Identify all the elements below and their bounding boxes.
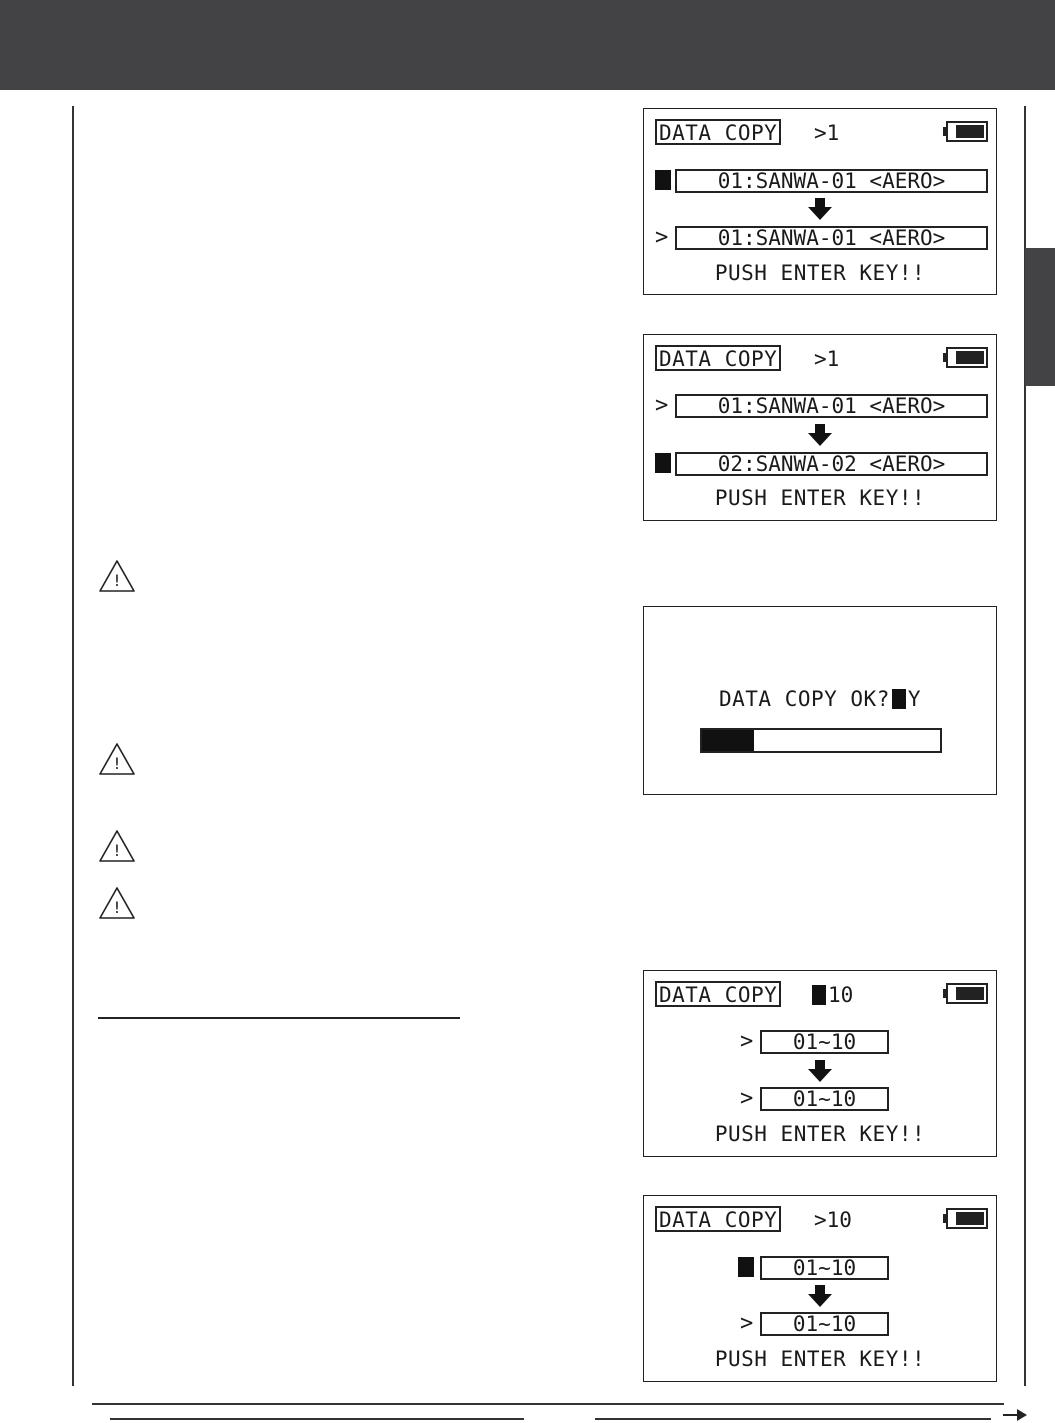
- cursor-chevron-icon: >: [740, 1311, 754, 1336]
- copy-confirm-prompt: [644, 687, 996, 711]
- source-range-field: 01~10: [760, 1256, 889, 1280]
- section-underline: [98, 1017, 460, 1019]
- source-model-field: 01:SANWA-01 <AERO>: [675, 169, 988, 193]
- warning-icon: [98, 829, 136, 863]
- confirm-question: DATA COPY OK?: [718, 687, 890, 711]
- svg-text:!: !: [113, 754, 121, 773]
- destination-model-field: 02:SANWA-02 <AERO>: [675, 452, 988, 476]
- cursor-block-icon: [655, 170, 671, 190]
- destination-range-field: 01~10: [760, 1312, 889, 1336]
- footer-rule-right: [595, 1418, 991, 1420]
- cursor-chevron-icon: >: [740, 1086, 754, 1111]
- svg-text:!: !: [113, 898, 121, 917]
- push-enter-prompt: PUSH ENTER KEY!!: [714, 1122, 926, 1146]
- lcd-title: DATA COPY: [655, 1206, 781, 1232]
- source-model-field: 01:SANWA-01 <AERO>: [675, 394, 988, 418]
- lcd-count: >1: [814, 347, 840, 371]
- lcd-count: >10: [814, 1208, 852, 1232]
- source-range-field: 01~10: [760, 1030, 889, 1054]
- cursor-block-icon: [738, 1257, 754, 1277]
- warning-icon: [98, 742, 136, 776]
- warning-icon: [98, 886, 136, 920]
- confirm-answer: Y: [907, 687, 922, 711]
- arrow-down-icon: [808, 198, 832, 220]
- battery-icon: [942, 1208, 988, 1229]
- cursor-block-icon: [655, 453, 671, 473]
- copy-progress-fill: [702, 730, 754, 751]
- lcd-screen-4: [643, 970, 997, 1157]
- svg-text:!: !: [113, 571, 121, 590]
- lcd-title: DATA COPY: [655, 119, 781, 145]
- cursor-chevron-icon: >: [655, 225, 669, 250]
- arrow-right-icon: [1003, 1408, 1027, 1422]
- cursor-chevron-icon: >: [655, 393, 669, 418]
- page-header-bar: [0, 0, 1055, 90]
- lcd-screen-5: [643, 1195, 997, 1382]
- push-enter-prompt: PUSH ENTER KEY!!: [714, 486, 926, 510]
- push-enter-prompt: PUSH ENTER KEY!!: [714, 261, 926, 285]
- cursor-block-icon: [892, 689, 906, 709]
- arrow-down-icon: [808, 1285, 832, 1307]
- battery-icon: [942, 983, 988, 1004]
- battery-icon: [942, 347, 988, 368]
- lcd-screen-1: [643, 108, 997, 295]
- lcd-count: 10: [828, 983, 854, 1007]
- destination-model-field: 01:SANWA-01 <AERO>: [675, 226, 988, 250]
- arrow-down-icon: [808, 1060, 832, 1082]
- lcd-title: DATA COPY: [655, 981, 781, 1007]
- push-enter-prompt: PUSH ENTER KEY!!: [714, 1347, 926, 1371]
- copy-progress-bar: [700, 728, 942, 753]
- warning-icon: [98, 559, 136, 593]
- lcd-screen-confirm: [643, 606, 997, 795]
- destination-range-field: 01~10: [760, 1087, 889, 1111]
- battery-icon: [942, 121, 988, 142]
- chapter-tab: [1025, 248, 1055, 386]
- lcd-count: >1: [814, 121, 840, 145]
- footer-rule: [92, 1403, 1004, 1405]
- footer-rule-left: [110, 1418, 524, 1420]
- lcd-screen-2: [643, 334, 997, 521]
- arrow-down-icon: [808, 424, 832, 446]
- lcd-title: DATA COPY: [655, 345, 781, 371]
- svg-text:!: !: [113, 841, 121, 860]
- cursor-chevron-icon: >: [740, 1029, 754, 1054]
- cursor-block-icon: [812, 985, 826, 1005]
- left-margin-line: [72, 106, 74, 1386]
